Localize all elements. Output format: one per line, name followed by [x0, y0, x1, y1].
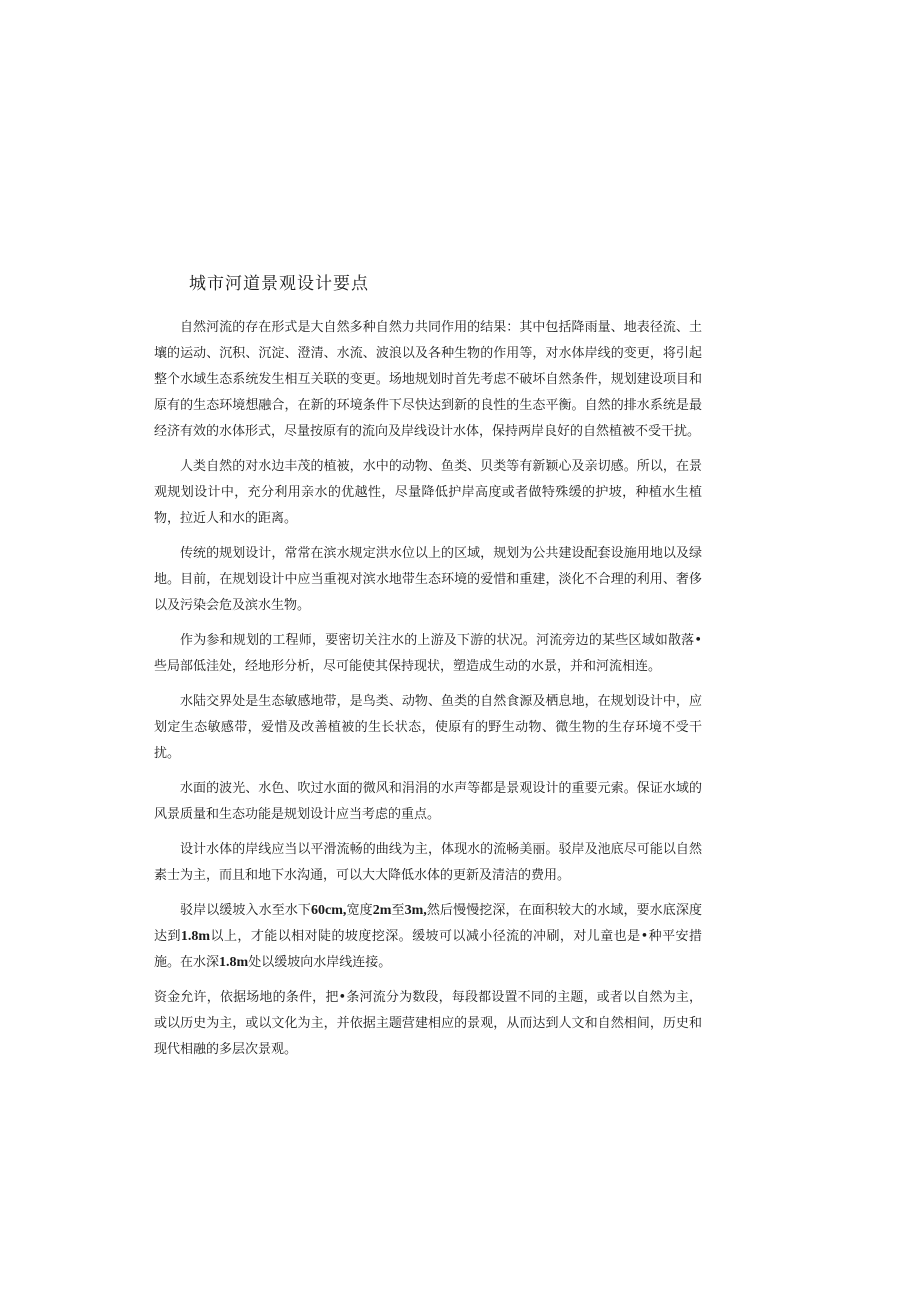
paragraph-5: 水陆交界处是生态敏感地带，是鸟类、动物、鱼类的自然食源及栖息地，在规划设计中，应划定生态敏感带，爱惜及改善植被的生长状态，使原有的野生动物、微生物的生存环境不受干扰。: [154, 694, 702, 761]
paragraph-8: [154, 898, 702, 976]
document-title: 城市河道景观设计要点: [189, 274, 369, 294]
paragraph-8-bold-4: 1.8m: [180, 929, 211, 944]
document-body: [154, 315, 702, 1072]
paragraph-8-text-1: 驳岸以缓坡入水至水下: [180, 903, 312, 918]
paragraph-3: 传统的规划设计，常常在滨水规定洪水位以上的区域，规划为公共建设配套设施用地以及绿地。目前，在规划设计中应当重视对滨水地带生态环境的爱惜和重建，淡化不合理的利用、奢侈以及污染会危及滨水生物。: [154, 546, 702, 613]
paragraph-8-bold-3: 3m,: [404, 903, 427, 918]
paragraph-8-text-6: 处以缓坡向水岸线连接。: [248, 955, 392, 970]
paragraph-8-bold-2: 2m: [372, 903, 392, 918]
paragraph-9: 资金允许，依据场地的条件，把•条河流分为数段，每段都设置不同的主题，或者以自然为主，或以历史为主，或以文化为主，并依据主题营建相应的景观，从而达到人文和自然相间，历史和现代相融的多层次景观。: [154, 990, 702, 1057]
paragraph-8-text-4: 然后慢慢挖深，在面积较大的水域，要水底深度达到: [154, 903, 702, 944]
paragraph-8-text-5: 以上，才能以相对陡的坡度挖深。缓坡可以减小径流的冲刷，对儿童也是•种平安措施。在水深: [154, 929, 702, 970]
paragraph-1: 自然河流的存在形式是大自然多种自然力共同作用的结果：其中包括降雨量、地表径流、土壤的运动、沉积、沉淀、澄清、水流、波浪以及各种生物的作用等，对水体岸线的变更，将引起整个水域生态系统发生相互关联的变更。场地规划时首先考虑不破坏自然条件，规划建设项目和原有的生态环境想融合，在新的环境条件下尽快达到新的良性的生态平衡。自然的排水系统是最经济有效的水体形式，尽量按原有的流向及岸线设计水体，保持两岸良好的自然植被不受干扰。: [154, 320, 702, 439]
paragraph-6: 水面的波光、水色、吹过水面的微风和涓涓的水声等都是景观设计的重要元索。保证水域的风景质量和生态功能是规划设计应当考虑的重点。: [154, 781, 702, 822]
paragraph-8-text-3: 至: [391, 903, 405, 918]
paragraph-2: 人类自然的对水边丰茂的植被，水中的动物、鱼类、贝类等有新颖心及亲切感。所以，在景观规划设计中，充分利用亲水的优越性，尽量降低护岸高度或者做特殊缓的护坡，种植水生植物，拉近人和水的距离。: [154, 459, 702, 526]
paragraph-4: 作为参和规划的工程师，要密切关注水的上游及下游的状况。河流旁边的某些区域如散落•些局部低洼处，经地形分析，尽可能使其保持现状，塑造成生动的水景，并和河流相连。: [154, 633, 702, 674]
paragraph-8-text-2: 宽度: [346, 903, 373, 918]
paragraph-7: 设计水体的岸线应当以平滑流畅的曲线为主，体现水的流畅美丽。驳岸及池底尽可能以自然素士为主，而且和地下水沟通，可以大大降低水体的更新及清洁的费用。: [154, 842, 702, 883]
paragraph-8-bold-5: 1.8m: [219, 955, 249, 970]
paragraph-8-bold-1: 60cm,: [311, 903, 347, 918]
